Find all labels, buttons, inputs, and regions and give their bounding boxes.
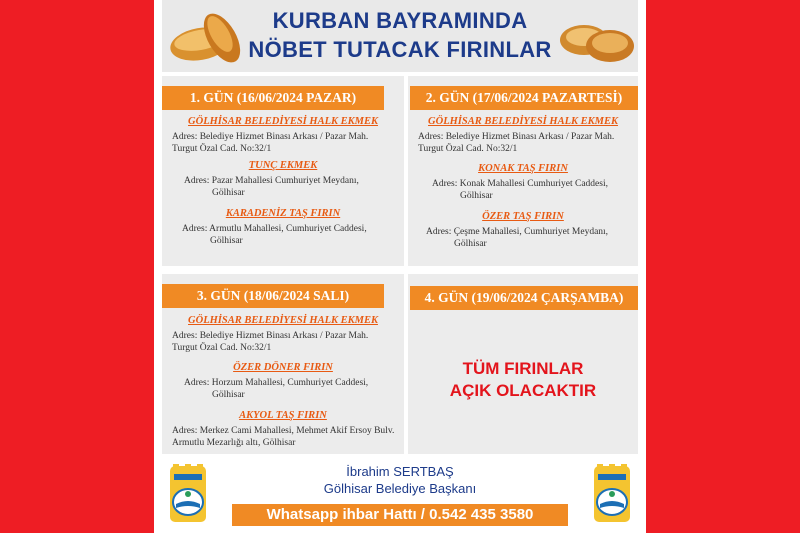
address-line-2: Gölhisar (212, 188, 245, 198)
address-line-2: Gölhisar (212, 390, 245, 400)
address-line-1: Adres: Armutlu Mahallesi, Cumhuriyet Caddesi, (182, 224, 367, 234)
address-line-2: Gölhisar (210, 236, 243, 246)
day-1-bakery-3-name: KARADENİZ TAŞ FIRIN (225, 208, 341, 219)
bread-left-image (166, 4, 246, 68)
day-3-bakery-2-name: ÖZER DÖNER FIRIN (233, 362, 333, 373)
day-1-bakery-1-name: GÖLHİSAR BELEDİYESİ HALK EKMEK (188, 116, 378, 127)
address-line-2: Gölhisar (460, 191, 493, 201)
whatsapp-hotline: Whatsapp ihbar Hattı / 0.542 435 3580 (232, 504, 568, 526)
day-1-panel (162, 76, 404, 266)
footer (162, 458, 638, 528)
poster (154, 0, 646, 533)
notice-line-2: AÇIK OLACAKTIR (449, 381, 597, 400)
day-4-label: 4. GÜN (19/06/2024 ÇARŞAMBA) (410, 286, 638, 310)
day-1-label: 1. GÜN (16/06/2024 PAZAR) (162, 86, 384, 110)
address-line-1: Adres: Belediye Hizmet Binası Arkası / Pazar Mah. (418, 132, 615, 142)
day-3-bakery-3-name: AKYOL TAŞ FIRIN (239, 410, 327, 421)
notice-line-1: TÜM FIRINLAR (462, 359, 584, 378)
day-2-bakery-1-address (418, 131, 614, 155)
day-2-panel (408, 76, 638, 266)
day-3-bakery-1-address (172, 330, 368, 354)
all-open-notice (408, 358, 638, 402)
address-line-1: Adres: Çeşme Mahallesi, Cumhuriyet Meydanı, (426, 227, 609, 237)
address-line-1: Adres: Merkez Cami Mahallesi, Mehmet Akif Ersoy Bulv. (172, 426, 395, 436)
day-3-bakery-1-name: GÖLHİSAR BELEDİYESİ HALK EKMEK (188, 315, 378, 326)
day-1-bakery-3-address (182, 223, 367, 247)
day-2-bakery-3-address (426, 226, 608, 250)
day-2-bakery-1-name: GÖLHİSAR BELEDİYESİ HALK EKMEK (428, 116, 618, 127)
day-4-panel (408, 274, 638, 454)
title-line-2: NÖBET TUTACAK FIRINLAR (248, 37, 552, 62)
header (162, 0, 638, 72)
mayor-title: Gölhisar Belediye Başkanı (323, 481, 477, 496)
day-3-bakery-3-address (172, 425, 394, 449)
title-line-1: KURBAN BAYRAMINDA (272, 8, 528, 33)
address-line-2: Turgut Özal Cad. No:32/1 (418, 144, 518, 154)
page-title (248, 6, 552, 64)
address-line-1: Adres: Konak Mahallesi Cumhuriyet Caddesi, (432, 179, 608, 189)
day-1-bakery-2-name: TUNÇ EKMEK (248, 160, 318, 171)
day-1-bakery-1-address (172, 131, 368, 155)
day-3-label: 3. GÜN (18/06/2024 SALI) (162, 284, 384, 308)
address-line-1: Adres: Horzum Mahallesi, Cumhuriyet Caddesi, (184, 378, 369, 388)
day-2-bakery-3-name: ÖZER TAŞ FIRIN (482, 211, 564, 222)
municipality-logo-left (168, 464, 208, 524)
day-3-panel (162, 274, 404, 454)
bread-right-image (558, 10, 636, 68)
address-line-2: Armutlu Mezarlığı altı, Gölhisar (172, 438, 296, 448)
address-line-2: Gölhisar (454, 239, 487, 249)
day-3-bakery-2-address (184, 377, 368, 401)
address-line-1: Adres: Belediye Hizmet Binası Arkası / Pazar Mah. (172, 132, 369, 142)
address-line-1: Adres: Pazar Mahallesi Cumhuriyet Meydanı, (184, 176, 359, 186)
address-line-1: Adres: Belediye Hizmet Binası Arkası / Pazar Mah. (172, 331, 369, 341)
day-2-bakery-2-address (432, 178, 608, 202)
mayor-name: İbrahim SERTBAŞ (346, 464, 454, 479)
municipality-logo-right (592, 464, 632, 524)
day-2-label: 2. GÜN (17/06/2024 PAZARTESİ) (410, 86, 638, 110)
day-1-bakery-2-address (184, 175, 359, 199)
day-2-bakery-2-name: KONAK TAŞ FIRIN (478, 163, 568, 174)
address-line-2: Turgut Özal Cad. No:32/1 (172, 343, 272, 353)
address-line-2: Turgut Özal Cad. No:32/1 (172, 144, 272, 154)
